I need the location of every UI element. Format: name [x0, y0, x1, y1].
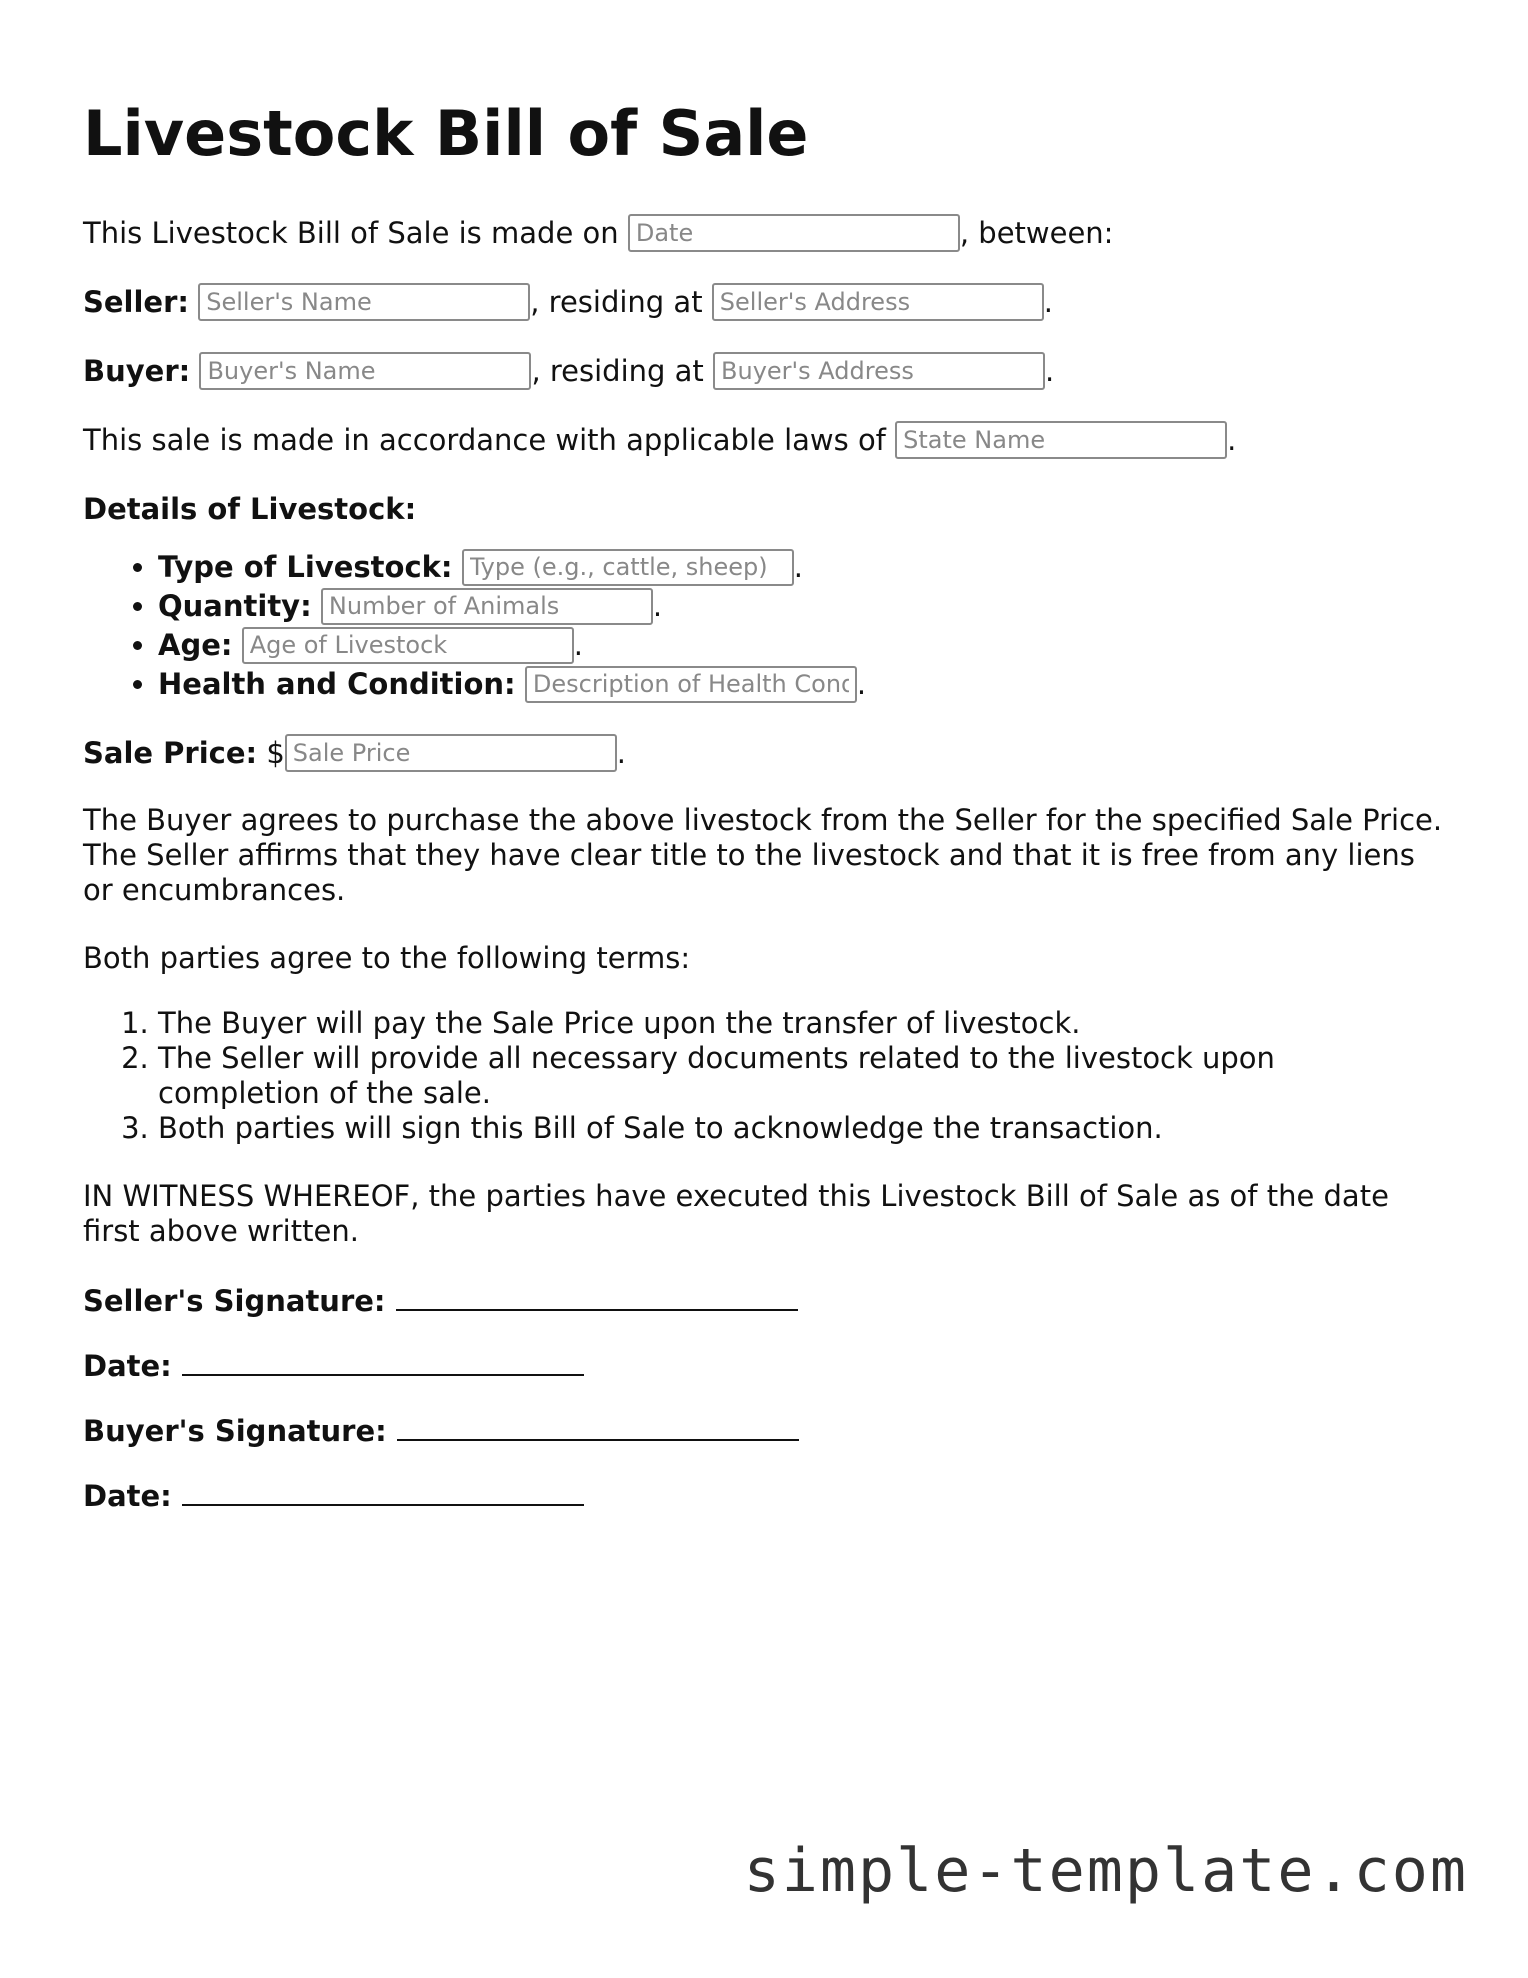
- seller-date-blank[interactable]: [182, 1354, 584, 1376]
- type-input[interactable]: [462, 549, 794, 586]
- livestock-details-list: [83, 548, 1443, 704]
- seller-address-input[interactable]: [712, 283, 1044, 321]
- buyer-residing-text: , residing at: [531, 354, 704, 389]
- buyer-address-input[interactable]: [713, 352, 1045, 390]
- list-item: [158, 626, 1443, 665]
- document: [83, 97, 1443, 1542]
- site-watermark: simple-template.com: [743, 1836, 1468, 1906]
- age-end: .: [573, 628, 583, 663]
- agreement-paragraph: The Buyer agrees to purchase the above livestock from the Seller for the specified Sale Price. The Seller affirms that they have clear title to the livestock and that it is free from any liens or encumbrances.: [83, 803, 1443, 908]
- seller-label: Seller:: [83, 285, 190, 320]
- state-input[interactable]: [895, 421, 1227, 459]
- laws-prefix: This sale is made in accordance with applicable laws of: [83, 423, 886, 458]
- sale-price-end: .: [616, 736, 627, 771]
- list-item: [158, 665, 1443, 704]
- list-item: [158, 587, 1443, 626]
- sale-price-label: Sale Price:: [83, 736, 258, 771]
- terms-intro: Both parties agree to the following terms:: [83, 941, 691, 976]
- list-item: [158, 548, 1443, 587]
- seller-signature-label: Seller's Signature:: [83, 1284, 386, 1319]
- list-item: 1. The Buyer will pay the Sale Price upon the transfer of livestock.: [158, 1006, 1443, 1041]
- seller-name-input[interactable]: [198, 283, 530, 321]
- type-label: Type of Livestock:: [158, 550, 453, 585]
- witness-paragraph: IN WITNESS WHEREOF, the parties have executed this Livestock Bill of Sale as of the date first above written.: [83, 1179, 1389, 1249]
- health-end: .: [856, 667, 867, 702]
- health-input[interactable]: [525, 666, 857, 703]
- list-item: 3. Both parties will sign this Bill of Sale to acknowledge the transaction.: [158, 1111, 1443, 1146]
- page-title: Livestock Bill of Sale: [83, 97, 809, 170]
- intro-line: [83, 214, 1443, 252]
- seller-line-end: .: [1043, 285, 1054, 320]
- buyer-date-blank[interactable]: [182, 1484, 584, 1506]
- buyer-line-end: .: [1045, 354, 1055, 389]
- quantity-input[interactable]: [321, 588, 653, 625]
- intro-suffix: , between:: [959, 216, 1114, 251]
- buyer-date-line: [83, 1477, 1443, 1515]
- buyer-signature-line: [83, 1412, 1443, 1450]
- date-input[interactable]: [628, 214, 960, 252]
- buyer-signature-blank[interactable]: [397, 1419, 799, 1441]
- age-label: Age:: [158, 628, 233, 663]
- buyer-name-input[interactable]: [199, 352, 531, 390]
- laws-line-end: .: [1227, 423, 1237, 458]
- details-heading: Details of Livestock:: [83, 492, 417, 527]
- list-item: 2. The Seller will provide all necessary documents related to the livestock upon completion of the sale.: [158, 1041, 1443, 1111]
- age-input[interactable]: [242, 627, 574, 664]
- buyer-date-label: Date:: [83, 1479, 172, 1514]
- buyer-signature-label: Buyer's Signature:: [83, 1414, 387, 1449]
- intro-prefix: This Livestock Bill of Sale is made on: [83, 216, 619, 251]
- health-label: Health and Condition:: [158, 667, 516, 702]
- seller-date-line: [83, 1347, 1443, 1385]
- buyer-line: [83, 352, 1443, 390]
- buyer-label: Buyer:: [83, 354, 191, 389]
- seller-signature-line: [83, 1282, 1443, 1320]
- quantity-end: .: [652, 589, 663, 624]
- quantity-label: Quantity:: [158, 589, 312, 624]
- seller-line: [83, 283, 1443, 321]
- seller-signature-blank[interactable]: [396, 1289, 798, 1311]
- laws-line: [83, 421, 1443, 459]
- terms-list: [83, 1006, 1443, 1146]
- type-end: .: [793, 550, 803, 585]
- seller-date-label: Date:: [83, 1349, 172, 1384]
- sale-price-line: [83, 734, 1443, 772]
- seller-residing-text: , residing at: [530, 285, 703, 320]
- currency-symbol: $: [266, 736, 285, 771]
- sale-price-input[interactable]: [285, 734, 617, 772]
- details-heading-line: [83, 490, 1443, 528]
